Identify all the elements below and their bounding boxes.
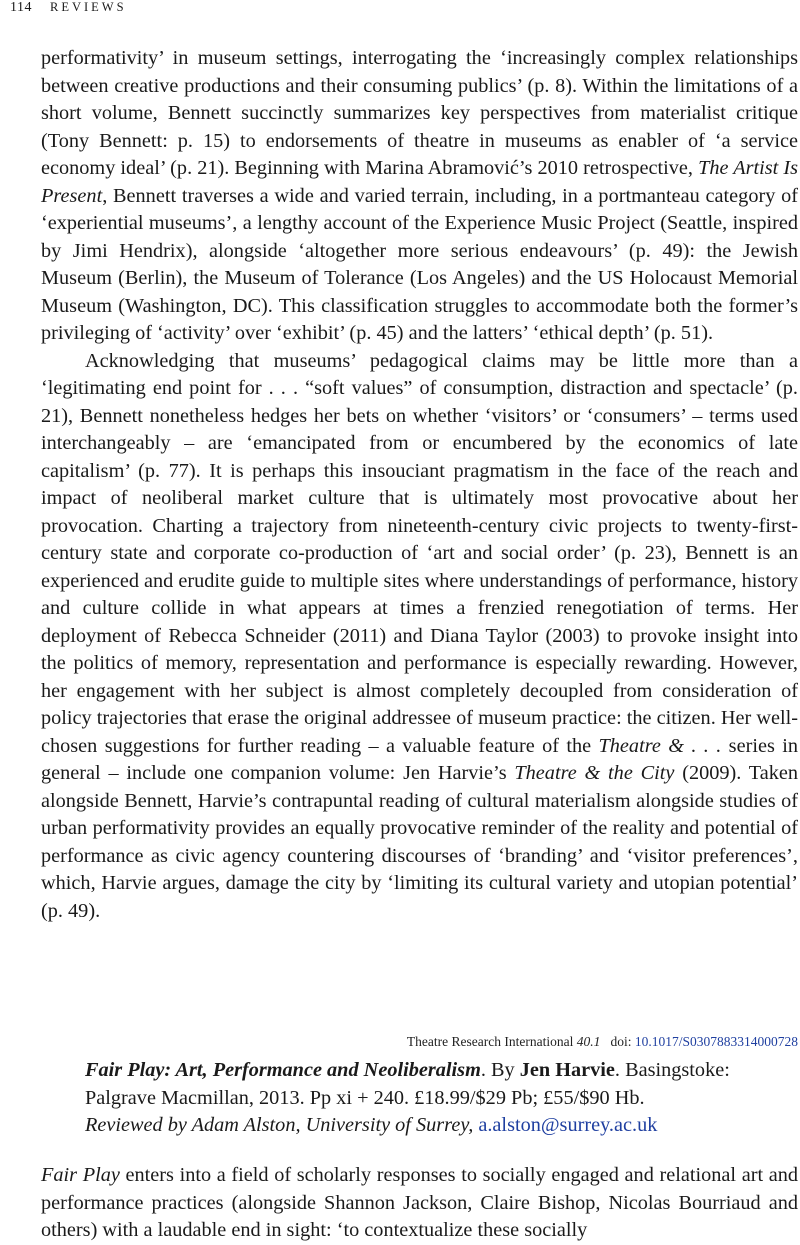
book-title-theatre-city: Theatre & the City	[514, 762, 675, 784]
page-number: 114	[10, 0, 32, 15]
paragraph-1: performativity’ in museum settings, interrogating the ‘increasingly complex relationships between creative productions and their consuming publics’ (p. 8). Within the limitations of a short volume, Bennett succinctly summarizes key perspectives from materialist critique (Tony Bennett: p. 15) to endorsements of theatre in museums as enabler of ‘a service economy ideal’ (p. 21). Beginning with Marina Abramović’s 2010 retrospective, The Artist Is Present, Bennett traverses a wide and varied terrain, including, in a portmanteau category of ‘experiential museums’, a lengthy account of the Experience Music Project (Seattle, inspired by Jimi Hendrix), alongside ‘altogether more serious endeavours’ (p. 49): the Jewish Museum (Berlin), the Museum of Tolerance (Los Angeles) and the US Holocaust Memorial Museum (Washington, DC). This classification struggles to accommodate both the former’s privileging of ‘activity’ over ‘exhibit’ (p. 45) and the latters’ ‘ethical depth’ (p. 51).	[41, 47, 799, 344]
paragraph-2: Acknowledging that museums’ pedagogical claims may be little more than a ‘legitimating end point for . . . “soft values” of consumption, distraction and spectacle’ (p. 21), Bennett nonetheless hedges her bets on whether ‘visitors’ or ‘consumers’ – terms used interchangeably – are ‘emancipated from or encumbered by the economics of late capitalism’ (p. 77). It is perhaps this insouciant pragmatism in the face of the reach and impact of neoliberal market culture that is ultimately most provocative about her provocation. Charting a trajectory from nineteenth-century civic projects to twenty-first-century state and corporate co-production of ‘art and social order’ (p. 23), Bennett is an experienced and erudite guide to multiple sites where understandings of performance, history and culture collide in what appears at times a frenzied renegotiation of terms. Her deployment of Rebecca Schneider (2011) and Diana Taylor (2003) to provoke insight into the politics of memory, representation and performance is especially rewarding. However, her engagement with her subject is almost completely decoupled from consideration of policy trajectories that erase the original addressee of museum practice: the citizen. Her well-chosen suggestions for further reading – a valuable feature of the Theatre & . . . series in general – include one companion volume: Jen Harvie’s Theatre & the City (2009). Taken alongside Bennett, Harvie’s contrapuntal reading of cultural materialism alongside studies of urban performativity provides an equally provocative reminder of the reality and potential of performance as civic agency countering discourses of ‘branding’ and ‘visitor preferences’, which, Harvie argues, damage the city by ‘limiting its cultural variety and utopian potential’ (p. 49).	[41, 349, 799, 922]
review-body	[41, 45, 798, 925]
second-review-body	[41, 1162, 798, 1245]
book-author: Jen Harvie	[519, 1059, 615, 1081]
artwork-title: The Artist Is Present	[41, 157, 799, 207]
publication-details: . Basingstoke: Palgrave Macmillan, 2013. Pp xi + 240. £18.99/$29 Pb; £55/$90 Hb.	[85, 1059, 730, 1109]
book-entry: Fair Play: Art, Performance and Neoliberalism. By Jen Harvie. Basingstoke: Palgrave Macmillan, 2013. Pp xi + 240. £18.99/$29 Pb; £55/$90 Hb.	[85, 1059, 730, 1109]
reviewer-email-link[interactable]: a.alston@surrey.ac.uk	[478, 1114, 658, 1136]
doi-label: doi:	[610, 1034, 632, 1049]
citation-line	[407, 1033, 798, 1051]
book-title: Fair Play: Art, Performance and Neoliberalism	[85, 1059, 481, 1081]
second-review-paragraph: Fair Play enters into a field of scholarly responses to socially engaged and relational art and performance practices (alongside Shannon Jackson, Claire Bishop, Nicolas Bourriaud and others) with a laudable end in sight: ‘to contextualize these socially	[41, 1164, 799, 1241]
series-title: Theatre & . . .	[598, 734, 722, 757]
journal-volume: 40.1	[576, 1034, 601, 1049]
review-header	[85, 1057, 785, 1140]
doi-link[interactable]: 10.1017/S0307883314000728	[634, 1034, 798, 1049]
running-head	[10, 0, 127, 15]
reviewed-book-title: Fair Play	[41, 1164, 120, 1186]
journal-name: Theatre Research International	[406, 1034, 574, 1049]
reviewer-line: Reviewed by Adam Alston, University of Surrey, a.alston@surrey.ac.uk	[85, 1114, 658, 1136]
section-title: REVIEWS	[49, 0, 127, 14]
